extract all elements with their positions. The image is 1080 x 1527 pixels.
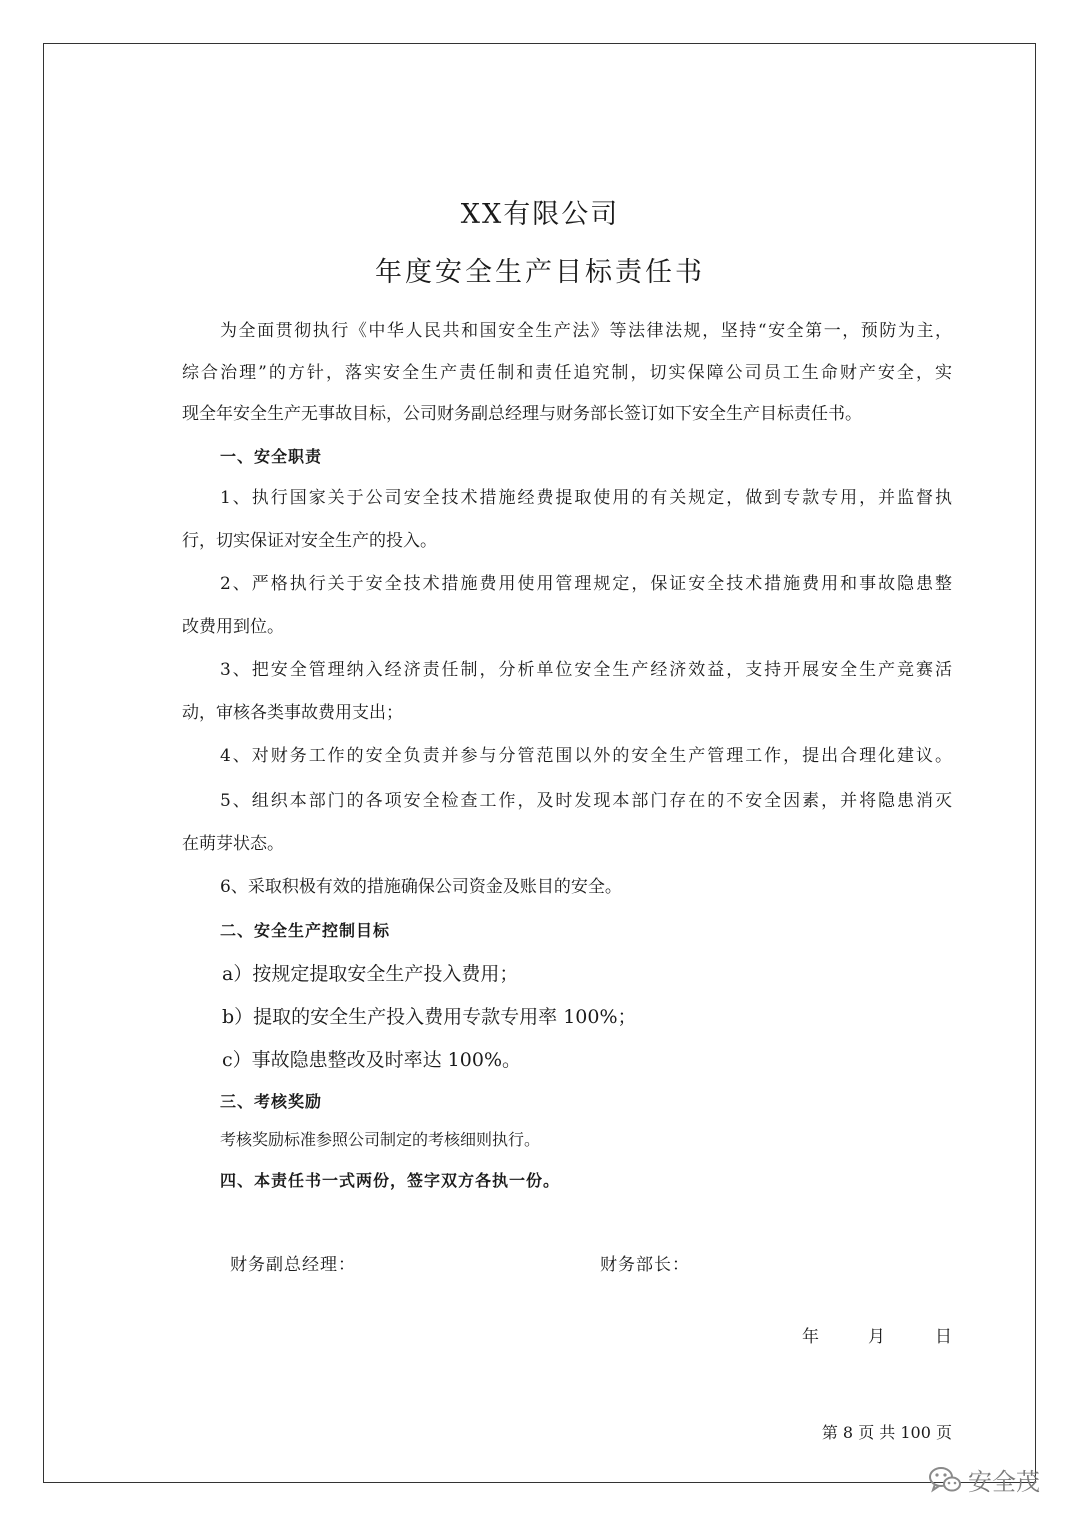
- wechat-icon: [928, 1465, 962, 1495]
- signature-label-vice-gm: 财务副总经理：: [230, 1255, 356, 1275]
- duty-2-line-2: 改费用到位。: [182, 617, 284, 637]
- date-day: 日: [935, 1327, 952, 1347]
- duty-1-line-2: 行，切实保证对安全生产的投入。: [182, 531, 437, 551]
- duty-3-line-1: 3、把安全管理纳入经济责任制，分析单位安全生产经济效益，支持开展安全生产竞赛活: [220, 660, 952, 680]
- intro-line-1: 为全面贯彻执行《中华人民共和国安全生产法》等法律法规，坚持“安全第一，预防为主，: [220, 321, 952, 341]
- target-a: a）按规定提取安全生产投入费用；: [222, 963, 519, 985]
- section-3-heading: 三、考核奖励: [220, 1092, 323, 1111]
- duty-5-line-1: 5、组织本部门的各项安全检查工作，及时发现本部门存在的不安全因素，并将隐患消灭: [220, 791, 952, 811]
- section-3-text: 考核奖励标准参照公司制定的考核细则执行。: [220, 1130, 541, 1149]
- section-1-heading: 一、安全职责: [220, 447, 323, 466]
- duty-5-line-2: 在萌芽状态。: [182, 834, 284, 854]
- page-number: 第 8 页 共 100 页: [821, 1423, 952, 1442]
- watermark-text: 安全茂: [968, 1468, 1040, 1496]
- duty-6-line-1: 6、采取积极有效的措施确保公司资金及账目的安全。: [220, 877, 622, 897]
- duty-1-line-1: 1、执行国家关于公司安全技术措施经费提取使用的有关规定，做到专款专用，并监督执: [220, 488, 952, 508]
- duty-3-line-2: 动，审核各类事故费用支出；: [182, 703, 403, 723]
- date-year: 年: [802, 1327, 819, 1347]
- duty-2-line-1: 2、严格执行关于安全技术措施费用使用管理规定，保证安全技术措施费用和事故隐患整: [220, 574, 952, 594]
- intro-line-2: 综合治理”的方针，落实安全生产责任制和责任追究制，切实保障公司员工生命财产安全，实: [182, 363, 952, 383]
- section-4-heading: 四、本责任书一式两份，签字双方各执一份。: [220, 1171, 561, 1190]
- signature-label-finance-head: 财务部长：: [600, 1255, 690, 1275]
- watermark: [928, 1462, 1040, 1497]
- target-c: c）事故隐患整改及时率达 100%。: [222, 1049, 522, 1071]
- intro-line-3: 现全年安全生产无事故目标，公司财务副总经理与财务部长签订如下安全生产目标责任书。: [182, 404, 862, 424]
- target-b: b）提取的安全生产投入费用专款专用率 100%；: [222, 1006, 637, 1028]
- document-title: 年度安全生产目标责任书: [375, 257, 705, 288]
- company-name: XX有限公司: [460, 199, 620, 230]
- date-month: 月: [868, 1327, 885, 1347]
- section-2-heading: 二、安全生产控制目标: [220, 921, 391, 940]
- duty-4-line-1: 4、对财务工作的安全负责并参与分管范围以外的安全生产管理工作，提出合理化建议。: [220, 746, 952, 766]
